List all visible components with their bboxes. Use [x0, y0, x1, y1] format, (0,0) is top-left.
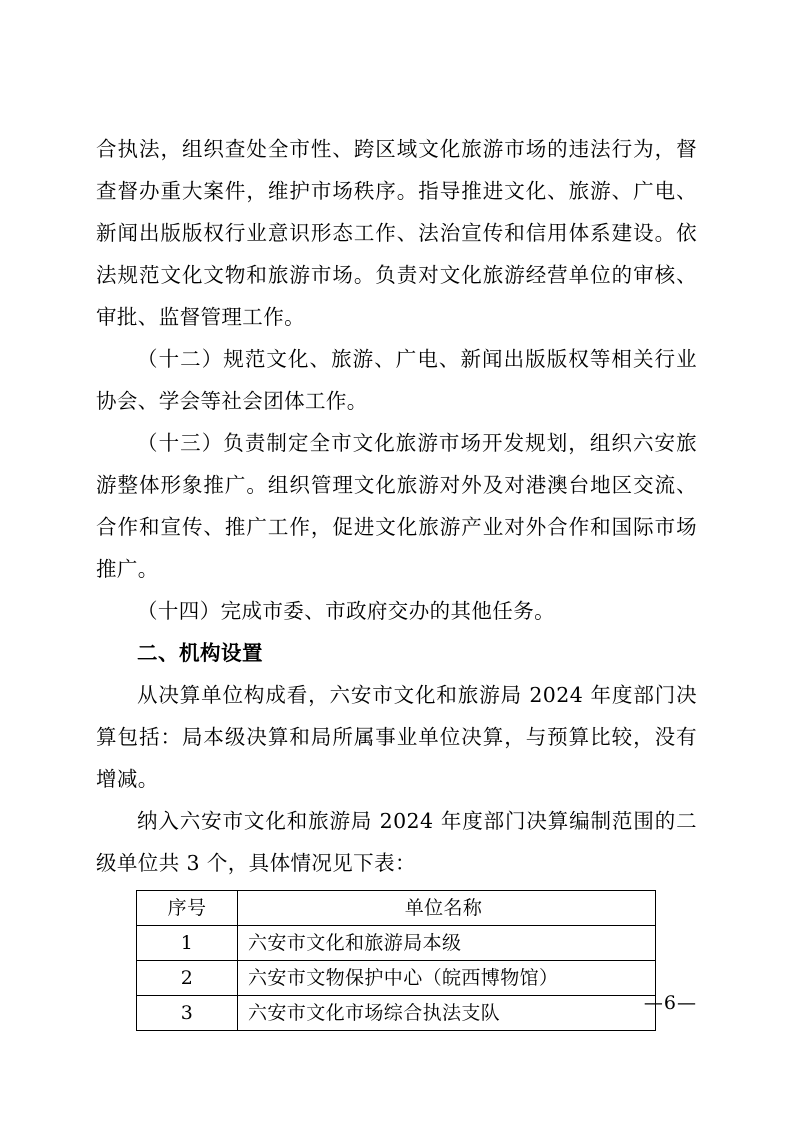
- paragraph-budget-composition: 从决算单位构成看，六安市文化和旅游局 2024 年度部门决算包括：局本级决算和局所属事业单位决算，与预算比较，没有增减。: [96, 683, 697, 791]
- paragraph-item-14: （十四）完成市委、市政府交办的其他任务。: [137, 599, 555, 623]
- paragraph-secondary-units: 纳入六安市文化和旅游局 2024 年度部门决算编制范围的二级单位共 3 个，具体情况见下表：: [96, 809, 697, 875]
- paragraph-item-12: （十二）规范文化、旅游、广电、新闻出版版权等相关行业协会、学会等社会团体工作。: [96, 347, 697, 413]
- page-number: —6—: [643, 992, 697, 1014]
- table-header-unit-name: 单位名称: [238, 891, 656, 926]
- units-table-wrapper: [96, 890, 697, 1031]
- table-cell-unit-name: 六安市文物保护中心（皖西博物馆）: [238, 961, 656, 996]
- paragraph-continuation: 合执法，组织查处全市性、跨区域文化旅游市场的违法行为，督查督办重大案件，维护市场秩序。指导推进文化、旅游、广电、新闻出版版权行业意识形态工作、法治宣传和信用体系建设。依法规范文化文物和旅游市场。负责对文化旅游经营单位的审核、审批、监督管理工作。: [96, 137, 697, 329]
- table-cell-no: 1: [137, 926, 238, 961]
- table-cell-unit-name: 六安市文化市场综合执法支队: [238, 996, 656, 1031]
- table-cell-no: 2: [137, 961, 238, 996]
- table-header-row: [137, 891, 656, 926]
- table-row: [137, 926, 656, 961]
- table-cell-unit-name: 六安市文化和旅游局本级: [238, 926, 656, 961]
- secondary-units-table: [136, 890, 656, 1031]
- table-header-no: 序号: [137, 891, 238, 926]
- section-heading-organization: 二、机构设置: [137, 641, 263, 665]
- table-row: [137, 961, 656, 996]
- table-cell-no: 3: [137, 996, 238, 1031]
- document-body: [96, 128, 697, 1031]
- table-row: [137, 996, 656, 1031]
- paragraph-item-13: （十三）负责制定全市文化旅游市场开发规划，组织六安旅游整体形象推广。组织管理文化旅游对外及对港澳台地区交流、合作和宣传、推广工作，促进文化旅游产业对外合作和国际市场推广。: [96, 431, 697, 581]
